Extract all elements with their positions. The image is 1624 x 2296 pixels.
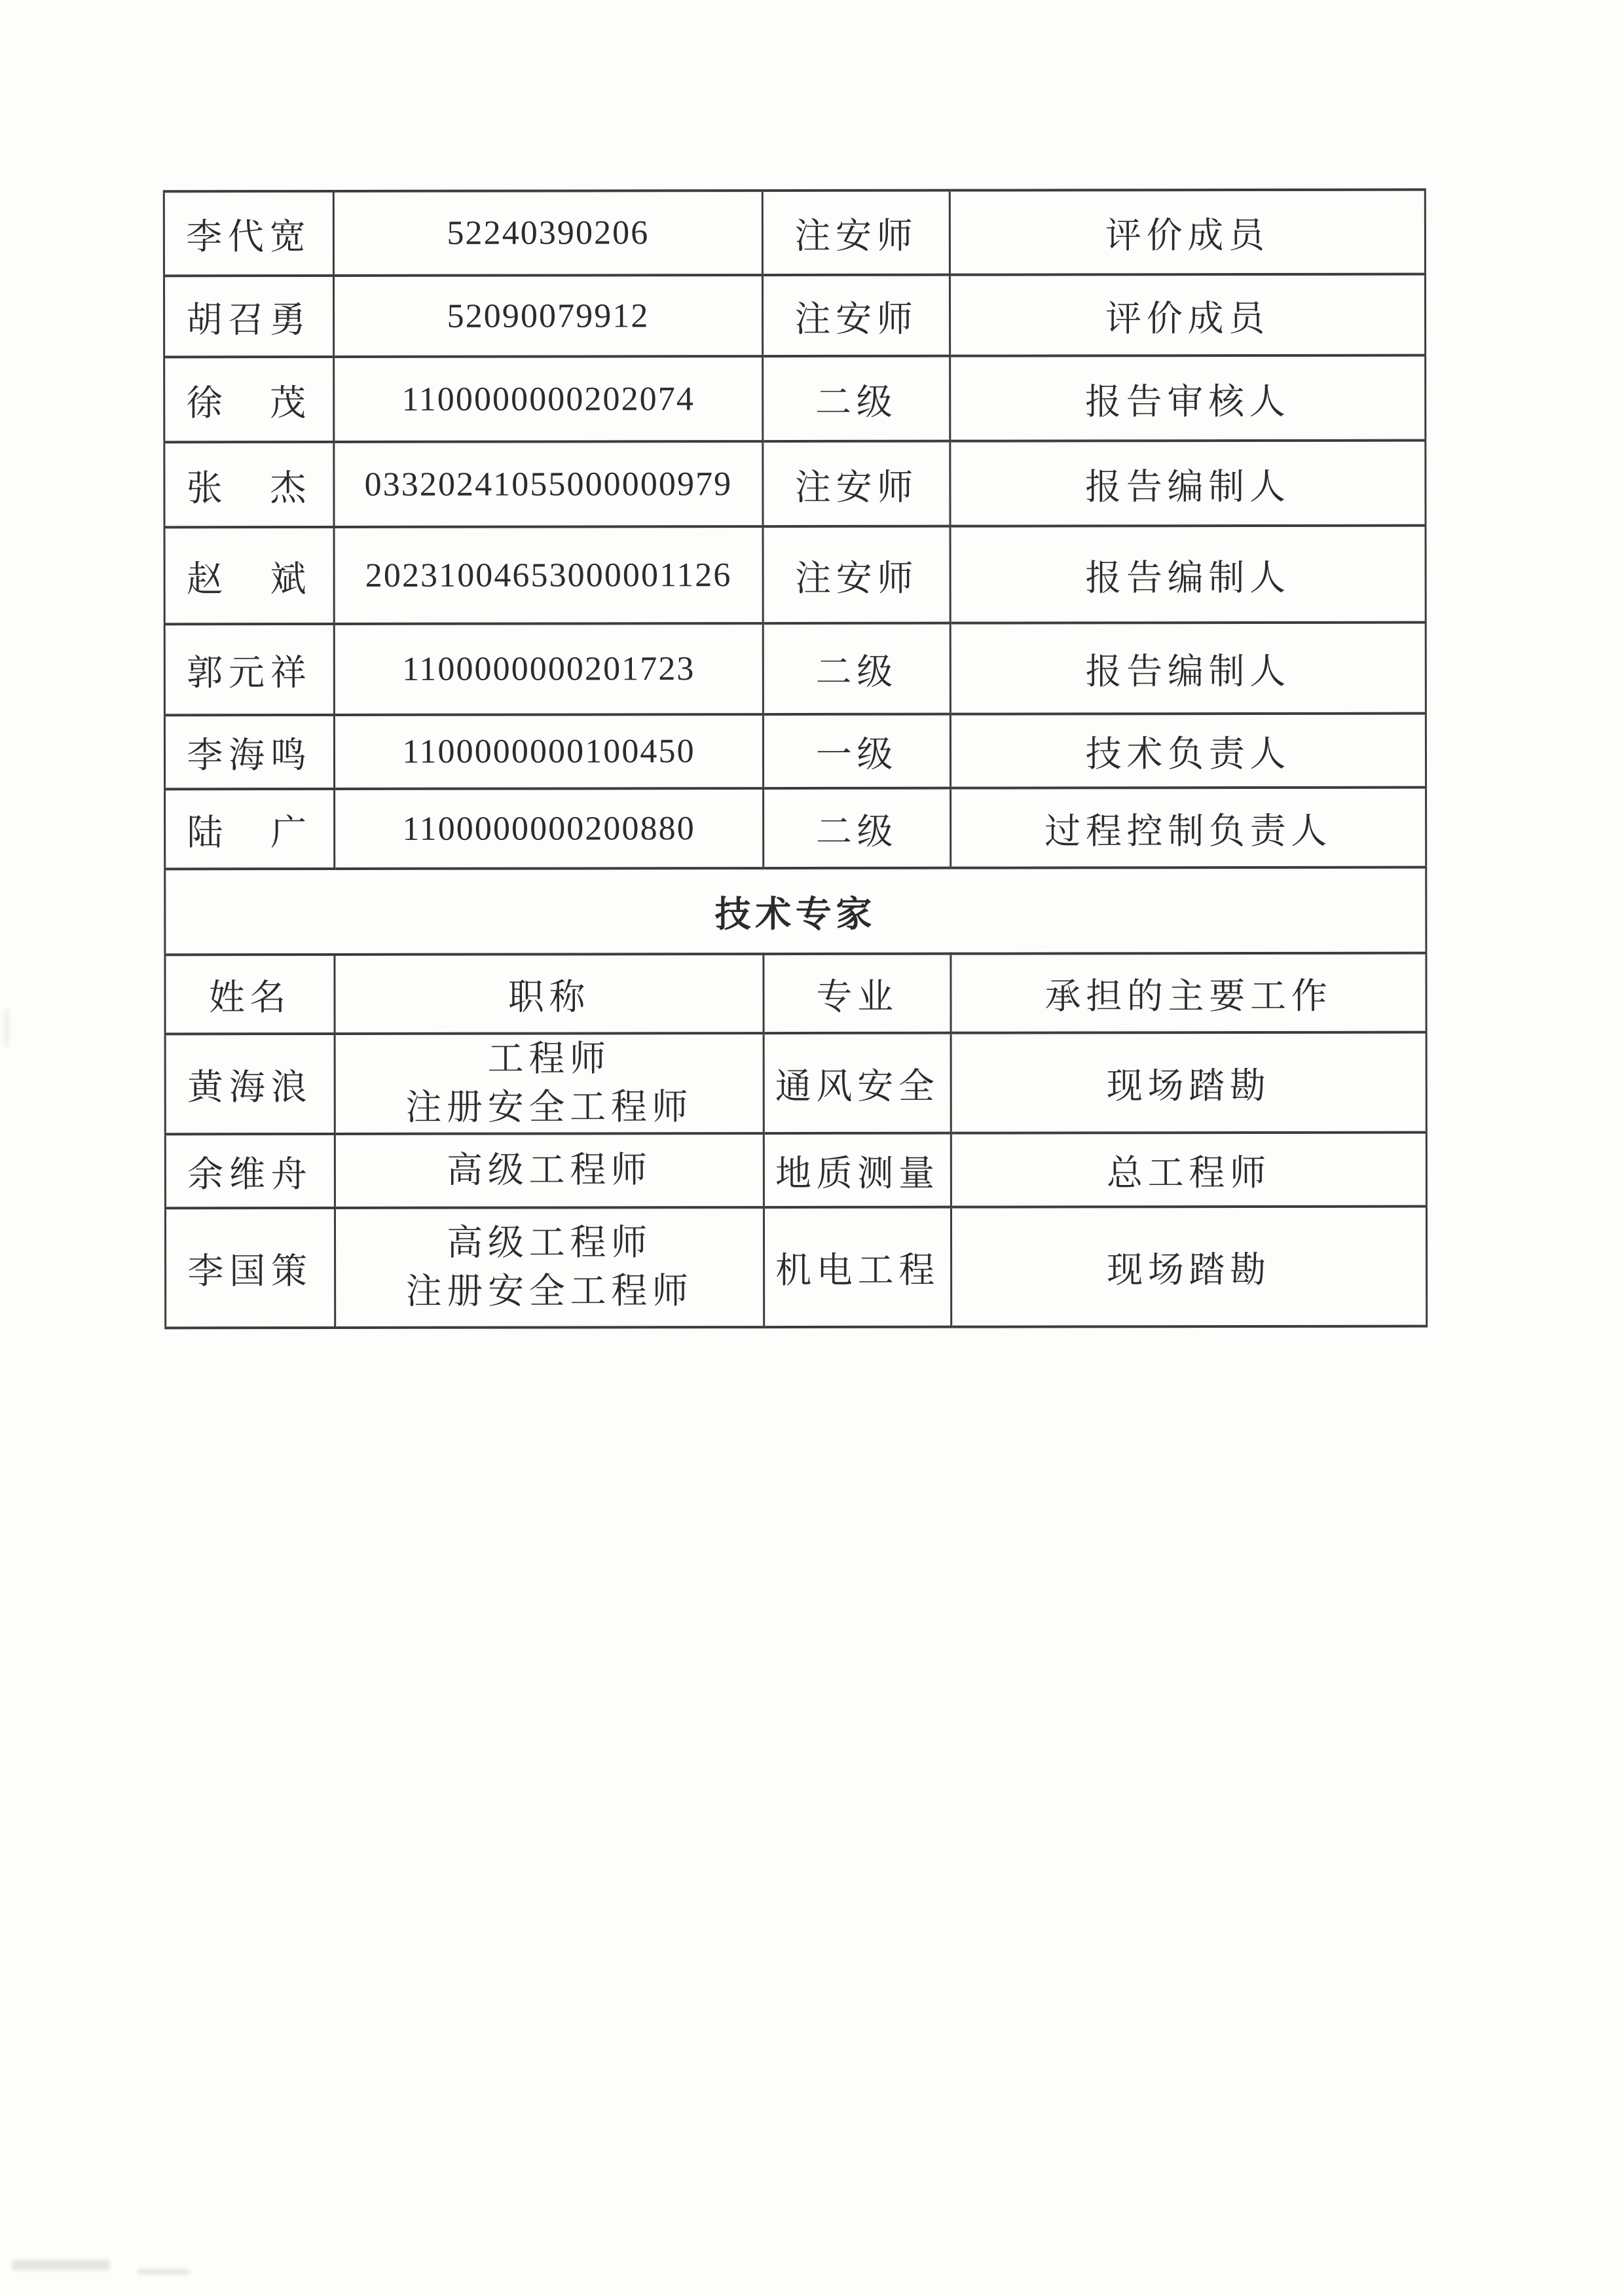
member-level: 二级	[763, 623, 950, 714]
expert-name: 余维舟	[165, 1133, 335, 1207]
member-row	[164, 714, 1426, 790]
member-level: 注安师	[762, 275, 950, 356]
member-role: 评价成员	[950, 274, 1425, 356]
member-row	[164, 355, 1426, 443]
member-role: 报告编制人	[950, 526, 1426, 623]
expert-title-line: 注册安全工程师	[405, 1271, 693, 1311]
member-role: 报告编制人	[950, 441, 1426, 526]
expert-work: 总工程师	[951, 1132, 1426, 1207]
expert-title	[335, 1033, 764, 1133]
expert-specialty: 机电工程	[764, 1207, 951, 1326]
member-role: 过程控制负责人	[951, 788, 1426, 868]
member-cert-no: 52240390206	[333, 191, 762, 276]
member-name: 张 杰	[164, 442, 334, 527]
member-row	[164, 623, 1426, 716]
member-level: 二级	[764, 788, 951, 868]
member-cert-no: 52090079912	[333, 275, 762, 357]
member-cert-no: 1100000000100450	[334, 714, 763, 789]
member-level: 二级	[763, 356, 950, 441]
expert-title-line: 高级工程师	[447, 1150, 652, 1190]
member-role: 报告审核人	[950, 355, 1426, 441]
member-row	[164, 190, 1425, 276]
expert-row	[165, 1206, 1426, 1328]
member-row	[165, 788, 1426, 869]
expert-name: 黄海浪	[165, 1034, 335, 1134]
member-level: 注安师	[762, 191, 950, 275]
scan-artifact	[12, 2260, 110, 2270]
member-name: 胡召勇	[164, 276, 333, 357]
section-header-row	[165, 867, 1426, 955]
member-name: 陆 广	[165, 789, 335, 869]
expert-header-row	[165, 953, 1426, 1034]
expert-specialty: 地质测量	[764, 1133, 951, 1207]
expert-header-work: 承担的主要工作	[951, 953, 1426, 1033]
section-header-label: 技术专家	[165, 867, 1426, 955]
expert-title	[335, 1207, 764, 1328]
member-cert-no: 03320241055000000979	[334, 441, 763, 527]
member-cert-no: 1100000000200880	[335, 788, 764, 869]
member-level: 注安师	[763, 526, 950, 623]
expert-row	[165, 1132, 1426, 1208]
member-role: 技术负责人	[950, 714, 1426, 788]
expert-header-name: 姓名	[165, 955, 335, 1034]
expert-title-line: 高级工程师	[447, 1222, 652, 1263]
member-cert-no: 20231004653000001126	[334, 526, 763, 624]
member-row	[164, 274, 1425, 357]
member-role: 报告编制人	[950, 623, 1426, 714]
expert-name: 李国策	[165, 1207, 335, 1327]
member-level: 一级	[763, 714, 950, 788]
expert-title	[335, 1133, 764, 1208]
expert-title-line: 工程师	[487, 1038, 611, 1079]
member-name: 赵 斌	[164, 527, 334, 624]
member-row	[164, 441, 1426, 528]
member-role: 评价成员	[950, 190, 1425, 275]
member-name: 徐 茂	[164, 357, 334, 442]
member-name: 郭元祥	[164, 624, 334, 715]
member-cert-no: 1100000000202074	[334, 356, 763, 442]
scan-artifact	[4, 1008, 9, 1048]
expert-row	[165, 1032, 1426, 1134]
expert-title-line: 注册安全工程师	[405, 1087, 693, 1128]
member-name: 李代宽	[164, 191, 333, 276]
expert-work: 现场踏勘	[951, 1206, 1426, 1326]
scan-artifact	[138, 2269, 190, 2274]
expert-header-title: 职称	[335, 954, 764, 1034]
member-level: 注安师	[763, 441, 950, 526]
expert-header-specialty: 专业	[764, 954, 951, 1033]
member-cert-no: 1100000000201723	[334, 623, 763, 715]
member-name: 李海鸣	[164, 715, 334, 789]
expert-specialty: 通风安全	[764, 1033, 951, 1133]
expert-work: 现场踏勘	[951, 1032, 1426, 1133]
member-row	[164, 526, 1426, 625]
personnel-table	[163, 189, 1428, 1329]
